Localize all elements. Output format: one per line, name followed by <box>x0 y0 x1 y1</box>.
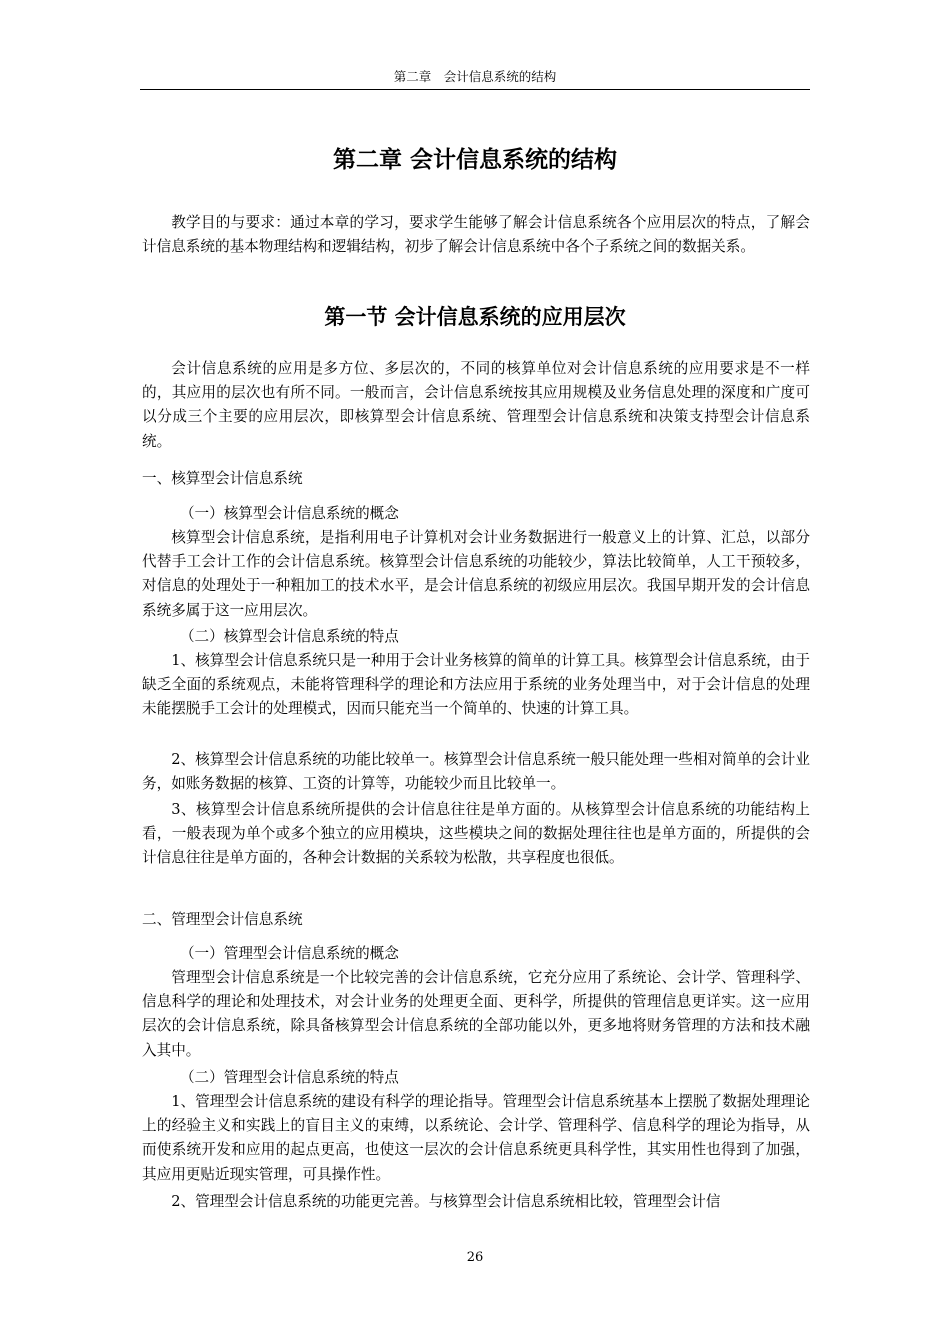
chapter-title: 第二章 会计信息系统的结构 <box>332 147 617 173</box>
page-number: 26 <box>466 1250 484 1265</box>
subheading-accounting-features: （二）核算型会计信息系统的特点 <box>179 628 399 645</box>
running-header <box>140 66 810 90</box>
paragraph-accounting-feature-3: 3、核算型会计信息系统所提供的会计信息往往是单方面的。从核算型会计信息系统的功能结构上看，一般表现为单个或多个独立的应用模块，这些模块之间的数据处理往往也是单方面的，所提供的会计信息往往是单方面的，各种会计数据的关系较为松散，共享程度也很低。 <box>142 801 810 867</box>
heading-management-type: 二、管理型会计信息系统 <box>142 911 303 928</box>
heading-accounting-type: 一、核算型会计信息系统 <box>142 470 303 487</box>
paragraph-management-feature-2: 2、管理型会计信息系统的功能更完善。与核算型会计信息系统相比较，管理型会计信 <box>171 1193 721 1210</box>
paragraph-accounting-concept: 核算型会计信息系统，是指利用电子计算机对会计业务数据进行一般意义上的计算、汇总，以部分代替手工会计工作的会计信息系统。核算型会计信息系统的功能较少，算法比较简单，人工干预较多，对信息的处理处于一种粗加工的技术水平，是会计信息系统的初级应用层次。我国早期开发的会计信息系统多属于这一应用层次。 <box>142 529 810 619</box>
subheading-management-concept: （一）管理型会计信息系统的概念 <box>179 945 399 962</box>
subheading-management-features: （二）管理型会计信息系统的特点 <box>179 1069 399 1086</box>
paragraph-accounting-feature-2: 2、核算型会计信息系统的功能比较单一。核算型会计信息系统一般只能处理一些相对简单的会计业务，如账务数据的核算、工资的计算等，功能较少而且比较单一。 <box>142 751 810 793</box>
intro-paragraph: 会计信息系统的应用是多方位、多层次的，不同的核算单位对会计信息系统的应用要求是不一样的，其应用的层次也有所不同。一般而言，会计信息系统按其应用规模及业务信息处理的深度和广度可以分成三个主要的应用层次，即核算型会计信息系统、管理型会计信息系统和决策支持型会计信息系统。 <box>142 360 810 450</box>
paragraph-accounting-feature-1: 1、核算型会计信息系统只是一种用于会计业务核算的简单的计算工具。核算型会计信息系统，由于缺乏全面的系统观点，未能将管理科学的理论和方法应用于系统的业务处理当中，对于会计信息的处理未能摆脱手工会计的处理模式，因而只能充当一个简单的、快速的计算工具。 <box>142 652 810 718</box>
subheading-accounting-concept: （一）核算型会计信息系统的概念 <box>179 505 399 522</box>
running-header-text: 第二章 会计信息系统的结构 <box>393 69 557 84</box>
section-title: 第一节 会计信息系统的应用层次 <box>324 305 626 329</box>
teaching-objectives: 教学目的与要求：通过本章的学习，要求学生能够了解会计信息系统各个应用层次的特点，了解会计信息系统的基本物理结构和逻辑结构，初步了解会计信息系统中各个子系统之间的数据关系。 <box>142 214 810 256</box>
paragraph-management-concept: 管理型会计信息系统是一个比较完善的会计信息系统，它充分应用了系统论、会计学、管理科学、信息科学的理论和处理技术，对会计业务的处理更全面、更科学，所提供的管理信息更详实。这一应用层次的会计信息系统，除具备核算型会计信息系统的全部功能以外，更多地将财务管理的方法和技术融入其中。 <box>142 969 810 1059</box>
paragraph-management-feature-1: 1、管理型会计信息系统的建设有科学的理论指导。管理型会计信息系统基本上摆脱了数据处理理论上的经验主义和实践上的盲目主义的束缚，以系统论、会计学、管理科学、信息科学的理论为指导，从而使系统开发和应用的起点更高，也使这一层次的会计信息系统更具科学性，其实用性也得到了加强，其应用更贴近现实管理，可具操作性。 <box>142 1093 810 1183</box>
